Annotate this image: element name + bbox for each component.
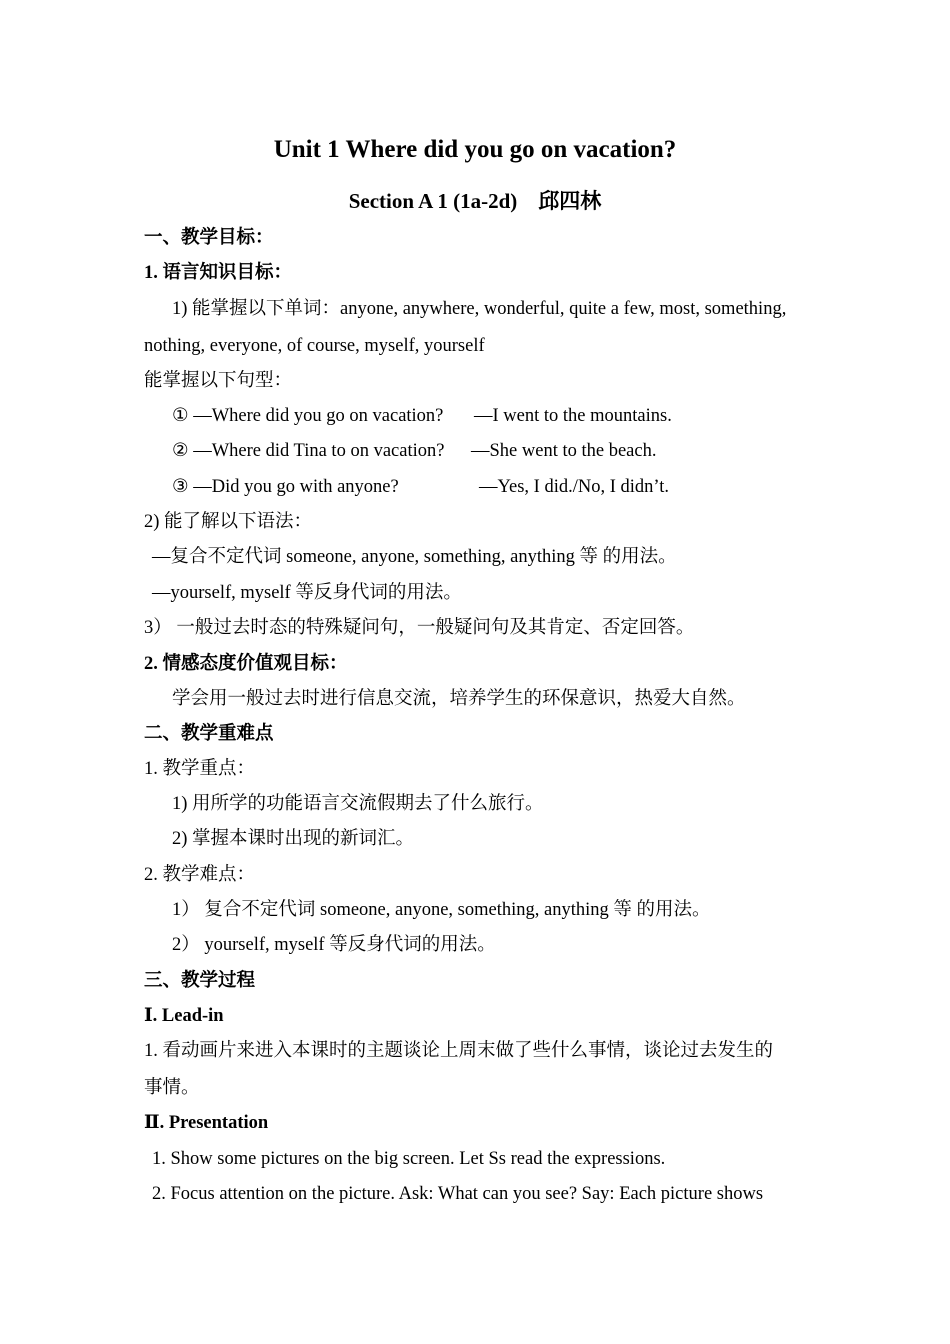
grammar-item: —yourself, myself 等反身代词的用法。 <box>152 583 462 603</box>
objectives-heading: 一、教学目标： <box>144 228 274 248</box>
pattern-answer: —Yes, I did./No, I didn’t. <box>479 477 669 497</box>
grammar-item: —复合不定代词 someone, anyone, something, anything 等 的用法。 <box>152 547 677 567</box>
focus-heading: 1. 教学重点： <box>144 759 256 779</box>
document-title: Unit 1 Where did you go on vacation? <box>273 136 677 163</box>
presentation-step: 1. Show some pictures on the big screen. Let Ss read the expressions. <box>152 1149 666 1169</box>
difficulty-item: 1） 复合不定代词 someone, anyone, something, anything 等 的用法。 <box>172 900 711 920</box>
difficulty-heading: 2. 教学难点： <box>144 865 256 885</box>
affective-text: 学会用一般过去时进行信息交流，培养学生的环保意识，热爱大自然。 <box>172 689 746 709</box>
focus-item: 2) 掌握本课时出现的新词汇。 <box>172 829 415 849</box>
affective-heading: 2. 情感态度价值观目标： <box>144 654 348 674</box>
process-heading: 三、教学过程 <box>144 971 256 991</box>
presentation-heading: Ⅱ. Presentation <box>144 1113 269 1133</box>
knowledge-heading: 1. 语言知识目标： <box>144 263 293 283</box>
leadin-heading: Ⅰ. Lead-in <box>144 1006 224 1026</box>
pattern-answer: —I went to the mountains. <box>474 406 672 426</box>
presentation-step: 2. Focus attention on the picture. Ask: What can you see? Say: Each picture shows <box>152 1184 764 1204</box>
words-line-1: 1) 能掌握以下单词：anyone, anywhere, wonderful, quite a few, most, something, <box>172 299 787 319</box>
pattern-question: ③ —Did you go with anyone? <box>172 477 399 497</box>
pattern-answer: —She went to the beach. <box>471 441 657 461</box>
words-line-2: nothing, everyone, of course, myself, yourself <box>144 336 485 356</box>
key-points-heading: 二、教学重难点 <box>144 724 274 744</box>
pattern-question: ① —Where did you go on vacation? <box>172 406 444 426</box>
grammar-heading: 2) 能了解以下语法： <box>144 512 313 532</box>
pattern-question: ② —Where did Tina to on vacation? <box>172 441 445 461</box>
section-subtitle: Section A 1 (1a-2d) 邱四林 <box>348 189 602 213</box>
leadin-text: 1. 看动画片来进入本课时的主题谈论上周末做了些什么事情，谈论过去发生的 <box>144 1041 774 1061</box>
tense-item: 3） 一般过去时态的特殊疑问句，一般疑问句及其肯定、否定回答。 <box>144 618 695 638</box>
patterns-heading: 能掌握以下句型： <box>144 371 293 391</box>
difficulty-item: 2） yourself, myself 等反身代词的用法。 <box>172 935 496 955</box>
focus-item: 1) 用所学的功能语言交流假期去了什么旅行。 <box>172 794 544 814</box>
leadin-text-continued: 事情。 <box>144 1078 200 1098</box>
